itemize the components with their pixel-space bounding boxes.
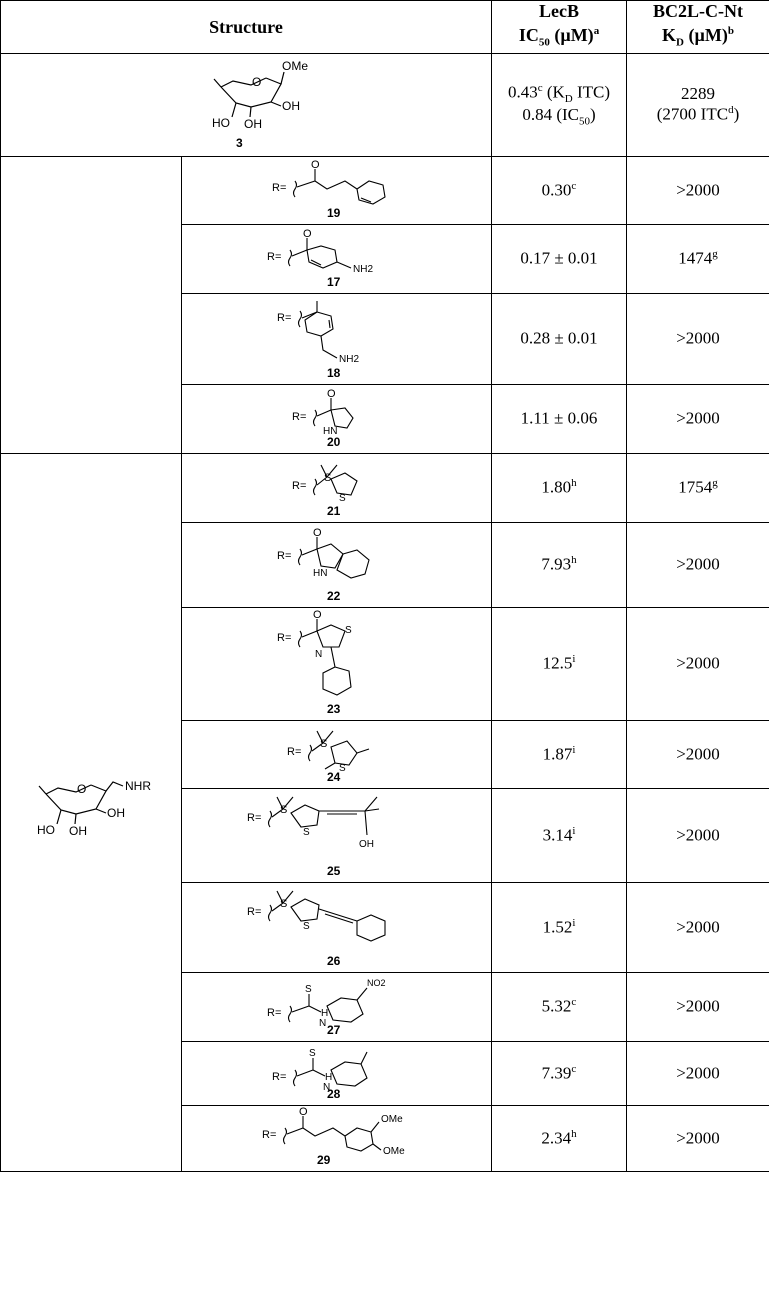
svg-text:S: S <box>338 492 346 504</box>
lecb-value: 7.39$^c$ <box>492 1041 627 1105</box>
svg-text:OMe: OMe <box>380 1114 403 1126</box>
bc2lc-header: BC2L-C-Nt $K_D$ $(\mu M)^b$ <box>627 1 769 54</box>
svg-text:OH: OH <box>244 117 262 132</box>
svg-text:OH: OH <box>282 99 300 114</box>
reference-lecb-value: 0.43$^c$ ($K_D$ ITC) 0.84 $(IC_{50})$ <box>492 53 627 156</box>
svg-text:NH2: NH2 <box>352 263 373 275</box>
cinnamoyl-structure-icon <box>227 159 447 221</box>
reference-bc2lc-value: 2289 (2700 ITC$^d$) <box>627 53 769 156</box>
structure-cell <box>182 720 492 788</box>
svg-text:S: S <box>302 921 310 933</box>
aminomethylbenzoyl-structure-icon <box>227 228 447 290</box>
svg-text:24: 24 <box>326 770 340 785</box>
tolylthiourea-structure-icon <box>217 1044 457 1102</box>
group1-empty-cell <box>1 156 182 453</box>
svg-text:20: 20 <box>326 434 340 449</box>
nitrophenylthiourea-structure-icon <box>217 976 457 1038</box>
structure-cell <box>182 788 492 882</box>
structure-cell <box>182 224 492 293</box>
svg-text:S: S <box>308 1048 316 1060</box>
bc2lc-value: >2000 <box>627 384 769 453</box>
svg-text:O: O <box>326 387 336 400</box>
scaffold-structure <box>1 453 182 1171</box>
svg-text:HN: HN <box>312 567 327 579</box>
svg-text:OMe: OMe <box>382 1146 405 1158</box>
thiophenesulfonyl-structure-icon <box>227 457 447 519</box>
bc2lc-value: >2000 <box>627 607 769 720</box>
bc2lc-value: 1474$^g$ <box>627 224 769 293</box>
phenylthiazole-structure-icon <box>227 608 447 717</box>
svg-text:S: S <box>279 898 287 911</box>
structure-cell <box>182 972 492 1041</box>
table-row <box>1 453 769 522</box>
svg-text:HN: HN <box>322 425 337 437</box>
meta-aminomethylbenzoyl-structure-icon <box>227 296 447 381</box>
fucoside-structure-icon <box>176 57 316 152</box>
svg-text:NO2: NO2 <box>366 977 386 988</box>
lecb-value: 5.32$^c$ <box>492 972 627 1041</box>
svg-text:N: N <box>314 648 322 660</box>
structure-cell <box>182 522 492 607</box>
svg-text:27: 27 <box>326 1022 340 1037</box>
bc2lc-value: >2000 <box>627 1105 769 1171</box>
prolyl-structure-icon <box>227 388 447 450</box>
lecb-value: 1.80$^h$ <box>492 453 627 522</box>
structure-cell <box>182 1041 492 1105</box>
structure-cell <box>182 156 492 224</box>
bc2lc-value: 1754$^g$ <box>627 453 769 522</box>
alkynylthiophene-structure-icon <box>207 791 467 879</box>
svg-text:H: H <box>320 1007 328 1019</box>
svg-text:22: 22 <box>326 588 340 603</box>
lecb-header: LecB $IC_{50}$ $(\mu M)^a$ <box>492 1 627 54</box>
svg-text:O: O <box>310 159 320 172</box>
svg-text:R=: R= <box>266 250 281 263</box>
svg-text:S: S <box>323 471 331 484</box>
svg-text:S: S <box>344 624 352 636</box>
svg-text:S: S <box>319 738 327 751</box>
svg-text:R=: R= <box>271 182 286 195</box>
lecb-value: 0.28 ± 0.01 <box>492 293 627 384</box>
svg-text:O: O <box>77 782 87 797</box>
lecb-value: 1.87$^i$ <box>492 720 627 788</box>
svg-text:H: H <box>324 1072 332 1084</box>
svg-text:R=: R= <box>276 631 291 644</box>
svg-text:R=: R= <box>286 746 301 759</box>
bc2lc-value: >2000 <box>627 882 769 972</box>
svg-text:18: 18 <box>326 366 340 381</box>
lecb-value: 1.11 ± 0.06 <box>492 384 627 453</box>
structure-cell <box>182 293 492 384</box>
lecb-value: 12.5$^i$ <box>492 607 627 720</box>
svg-text:17: 17 <box>326 274 340 289</box>
svg-text:NH2: NH2 <box>338 354 359 366</box>
lecb-value: 2.34$^h$ <box>492 1105 627 1171</box>
svg-text:21: 21 <box>326 503 340 518</box>
svg-text:HO: HO <box>212 116 230 131</box>
svg-text:O: O <box>312 526 322 539</box>
structure-cell <box>182 882 492 972</box>
structure-cell <box>182 453 492 522</box>
svg-text:O: O <box>312 608 322 621</box>
svg-text:O: O <box>298 1106 308 1119</box>
bc2lc-value: >2000 <box>627 522 769 607</box>
svg-text:OH: OH <box>107 806 125 821</box>
table-row <box>1 156 769 224</box>
bc2lc-value: >2000 <box>627 293 769 384</box>
svg-text:S: S <box>302 827 310 839</box>
svg-text:29: 29 <box>316 1153 330 1168</box>
structure-cell <box>182 607 492 720</box>
svg-text:R=: R= <box>246 812 261 825</box>
reference-structure <box>1 53 492 156</box>
svg-text:S: S <box>338 763 346 775</box>
bc2lc-value: >2000 <box>627 156 769 224</box>
svg-text:N: N <box>322 1082 330 1094</box>
bc2lc-value: >2000 <box>627 720 769 788</box>
svg-text:R=: R= <box>276 549 291 562</box>
structure-cell <box>182 384 492 453</box>
svg-text:26: 26 <box>326 954 340 969</box>
lecb-value: 1.52$^i$ <box>492 882 627 972</box>
indolecarbonyl-structure-icon <box>227 526 447 604</box>
svg-text:HO: HO <box>37 823 55 838</box>
svg-text:NHR: NHR <box>125 779 151 794</box>
svg-text:25: 25 <box>326 864 340 879</box>
structure-cell <box>182 1105 492 1171</box>
lecb-value: 7.93$^h$ <box>492 522 627 607</box>
svg-text:23: 23 <box>326 701 340 716</box>
dimethylthiophenesulfonyl-structure-icon <box>227 723 447 785</box>
svg-text:OMe: OMe <box>282 59 309 74</box>
lecb-value: 3.14$^i$ <box>492 788 627 882</box>
svg-text:19: 19 <box>326 206 340 221</box>
svg-text:S: S <box>279 804 287 817</box>
phenylethynylthiophene-structure-icon <box>207 885 467 969</box>
scaffold-structure-icon <box>11 772 171 852</box>
svg-text:R=: R= <box>291 479 306 492</box>
svg-text:28: 28 <box>326 1087 340 1102</box>
svg-text:O: O <box>302 227 312 240</box>
svg-text:OH: OH <box>358 839 374 851</box>
svg-text:3: 3 <box>236 136 243 151</box>
reference-row <box>1 53 769 156</box>
svg-text:R=: R= <box>271 1071 286 1084</box>
svg-text:R=: R= <box>276 312 291 325</box>
lecb-value: 0.30$^c$ <box>492 156 627 224</box>
bc2lc-value: >2000 <box>627 972 769 1041</box>
svg-text:R=: R= <box>261 1129 276 1142</box>
svg-text:S: S <box>304 983 312 995</box>
svg-text:R=: R= <box>246 906 261 919</box>
lecb-value: 0.17 ± 0.01 <box>492 224 627 293</box>
svg-text:O: O <box>252 75 262 90</box>
bc2lc-value: >2000 <box>627 788 769 882</box>
svg-text:R=: R= <box>291 410 306 423</box>
bc2lc-value: >2000 <box>627 1041 769 1105</box>
structure-header: Structure <box>1 1 492 54</box>
header-row <box>1 1 769 54</box>
dimethoxycinnamoyl-structure-icon <box>217 1108 457 1168</box>
svg-text:N: N <box>318 1017 326 1029</box>
svg-text:OH: OH <box>69 824 87 839</box>
svg-text:R=: R= <box>266 1006 281 1019</box>
